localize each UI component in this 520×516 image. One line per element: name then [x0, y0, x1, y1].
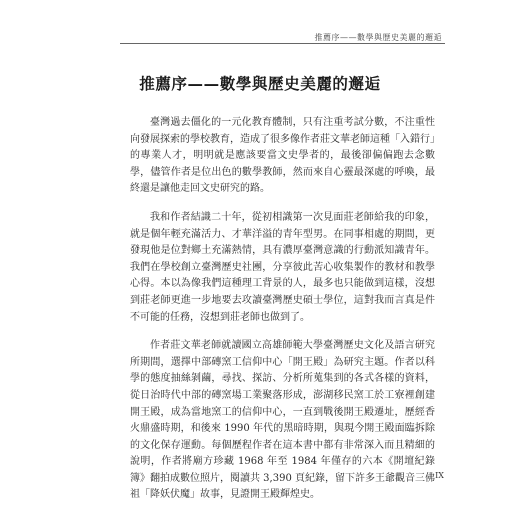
paragraph: 作者莊文華老師就讀國立高雄師範大學臺灣歷史文化及語言研究所期間，選擇中部磚窯工信仰中心「開王殿」為研究主題。作者以科學的態度抽絲剝繭，尋找、探訪、分析所蒐集到的各式各樣的資料，從日治時代中部的磚窯場工業聚落形成，澎湖移民窯工於工寮裡創建開王殿，成為當地窯工的信仰中心，一直到戰後開王殿遷址，歷經香火鼎盛時期，和後來 1990 年代的黑暗時期，與現今開王殿面臨拆除的文化保存運動。每個歷程作者在這本書中都有非常深入而且精細的說明，作者將廟方珍藏 1968 年至 1984 年僅存的六本《開壇紀錄簿》翻拍成數位照片，閱讀共 3,390 頁紀錄，留下許多王爺觀音三佛祖「降妖伏魔」故事，見證開王殿輝煌史。: [130, 340, 435, 501]
paragraph: 我和作者結識二十年，從初相識第一次見面莊老師給我的印象，就是個年輕充滿活力、才華洋溢的青年型男。在同事相處的期間，更發現他是位對鄉土充滿熱情，具有濃厚臺灣意識的行動派知識青年。我們在學校創立臺灣歷史社團，分享彼此苦心收集製作的教材和教學心得。本以為像我們這種理工背景的人，最多也只能做到這樣，沒想到莊老師更進一步地要去攻讀臺灣歷史碩士學位，這對我而言真是件不可能的任務，沒想到莊老師也做到了。: [130, 211, 435, 323]
running-head: 推薦序——數學與歷史美麗的邂逅: [314, 33, 442, 42]
body-text: [130, 115, 435, 516]
chapter-title: 推薦序——數學與歷史美麗的邂逅: [139, 75, 381, 93]
page-number: IX: [435, 471, 444, 480]
paragraph: 臺灣過去僵化的一元化教育體制，只有注重考試分數，不注重性向發展探索的學校教育，造成了很多像作者莊文華老師這種「入錯行」的專業人才，明明就是應該要當文史學者的，最後卻偏偏跑去念數學，儘管作者是位出色的數學教師，然而來自心靈最深處的呼喚，最終還是讓他走回文史研究的路。: [130, 117, 435, 195]
header-rule: [120, 43, 445, 44]
